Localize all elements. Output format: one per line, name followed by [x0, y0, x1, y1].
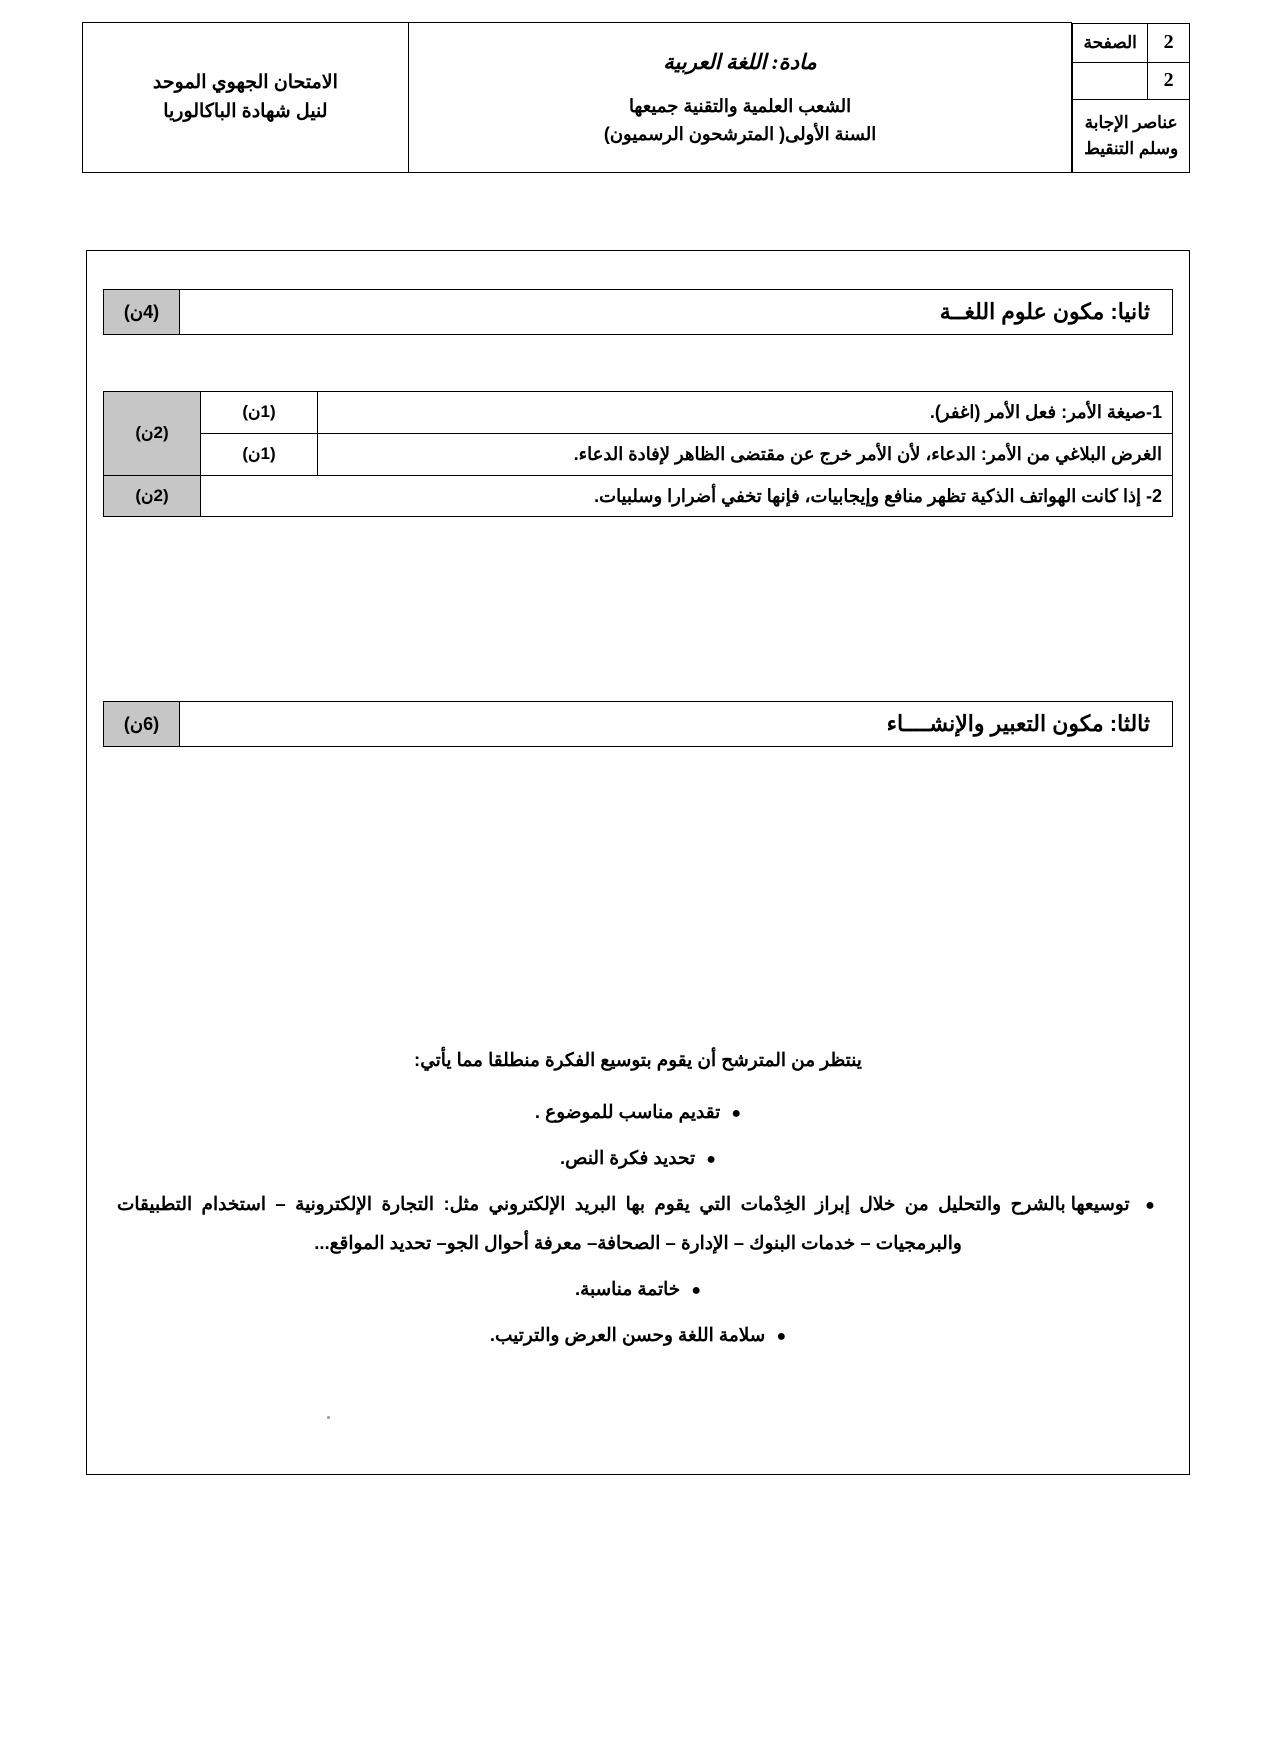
- list-item: [117, 1316, 1159, 1354]
- page-number-top: 2: [1148, 23, 1190, 62]
- answer-text-3: 2- إذا كانت الهواتف الذكية تظهر منافع وإيجابيات، فإنها تخفي أضرارا وسلبيات.: [201, 475, 1173, 517]
- subject-title: مادة: اللغة العربية: [663, 50, 817, 75]
- answer-elements-line2: وسلم التنقيط: [1084, 138, 1179, 158]
- list-item: [117, 1139, 1159, 1177]
- exam-title-cell: [83, 23, 409, 173]
- answer-submark-2: (1ن): [201, 433, 318, 475]
- essay-intro: ينتظر من المترشح أن يقوم بتوسيع الفكرة منطلقا مما يأتي:: [414, 1049, 862, 1070]
- essay-bullet-3: توسيعها بالشرح والتحليل من خلال إبراز الخِدْمات التي يقوم بها البريد الإلكتروني مثل: التجارة الإلكترونية – استخدام التطبيقات والبرمجيات – خدمات البنوك – الإدارة – الصحافة– معرفة أحوال الجو– تحديد المواقع...: [117, 1192, 1130, 1253]
- essay-bullet-5: سلامة اللغة وحسن العرض والترتيب.: [489, 1324, 766, 1346]
- bullet-icon: ●: [691, 1282, 702, 1300]
- section-expression-composition-mark: (6ن): [103, 701, 179, 747]
- answer-text-2: الغرض البلاغي من الأمر: الدعاء، لأن الأمر خرج عن مقتضى الظاهر لإفادة الدعاء.: [318, 433, 1173, 475]
- page-label-spacer: [1073, 62, 1148, 99]
- answer-elements-line1: عناصر الإجابة: [1084, 113, 1178, 132]
- essay-criteria-block: [117, 1041, 1159, 1362]
- scan-artifact: [327, 1416, 330, 1419]
- answer-groupmark-2: (2ن): [104, 475, 201, 517]
- section-language-sciences-mark: (4ن): [103, 289, 179, 335]
- essay-bullet-4: خاتمة مناسبة.: [574, 1278, 681, 1300]
- section-language-sciences-bar: [103, 289, 1173, 335]
- subject-year: السنة الأولى( المترشحون الرسميون): [603, 123, 877, 144]
- essay-bullet-2: تحديد فكرة النص.: [560, 1146, 696, 1168]
- answer-groupmark-1: (2ن): [104, 392, 201, 476]
- table-row: [104, 475, 1173, 517]
- section-expression-composition-bar: [103, 701, 1173, 747]
- page-number-block: [1072, 23, 1190, 173]
- essay-bullet-1: تقديم مناسب للموضوع .: [534, 1100, 721, 1122]
- list-item: [117, 1185, 1159, 1263]
- exam-title-line1: الامتحان الجهوي الموحد: [152, 72, 338, 93]
- bullet-icon: ●: [776, 1328, 787, 1346]
- section-language-sciences-title: ثانيا: مكون علوم اللغــة: [179, 289, 1173, 335]
- essay-bullet-list: [117, 1093, 1159, 1354]
- header-table: [82, 22, 1190, 173]
- exam-title-line2: لنيل شهادة الباكالوريا: [163, 100, 328, 122]
- subject-cell: [408, 23, 1072, 173]
- bullet-icon: ●: [731, 1104, 742, 1122]
- table-row: [104, 392, 1173, 434]
- bullet-icon: ●: [706, 1150, 716, 1168]
- answer-body-box: [86, 250, 1190, 1475]
- language-sciences-answers-table: [103, 391, 1173, 517]
- table-row: [104, 433, 1173, 475]
- section-expression-composition-title: ثالثا: مكون التعبير والإنشــــاء: [179, 701, 1173, 747]
- page-number-bottom: 2: [1148, 62, 1190, 99]
- answer-submark-1: (1ن): [201, 392, 318, 434]
- answer-text-1: 1-صيغة الأمر: فعل الأمر (اغفر).: [318, 392, 1173, 434]
- subject-branch: الشعب العلمية والتقنية جميعها: [628, 95, 852, 116]
- answer-elements-label: [1073, 99, 1190, 172]
- list-item: [117, 1093, 1159, 1131]
- bullet-icon: ●: [1145, 1196, 1160, 1214]
- page-label: الصفحة: [1073, 23, 1148, 62]
- list-item: [117, 1270, 1159, 1308]
